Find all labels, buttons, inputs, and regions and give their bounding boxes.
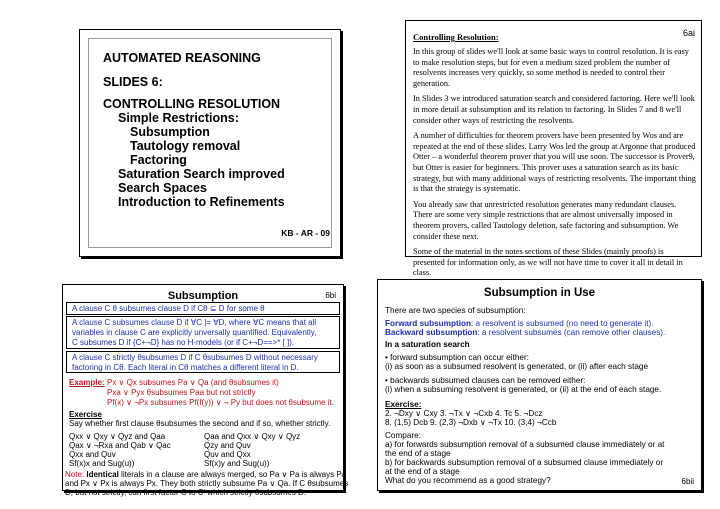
exercise-label: Exercise xyxy=(69,410,102,419)
intro-text: There are two species of subsumption: xyxy=(385,306,526,315)
example-label: Example: xyxy=(69,378,105,387)
subsumption-in-use-slide xyxy=(377,279,702,491)
notes-paragraph: You already saw that unrestricted resolution generates many redundant clauses. There are some very simple restrictions that are almost universally imposed in theorem provers, called Tautology deletion, safe factoring and subsumption. We consider these next. xyxy=(413,199,679,241)
course-title: AUTOMATED REASONING xyxy=(103,51,261,65)
exercise-pair: Qxx and Quv xyxy=(69,450,116,459)
bullet-line: (i) when a subsuming resolvent is generated, or (ii) at the end of each stage. xyxy=(385,385,662,394)
topic-item: Saturation Search improved xyxy=(118,167,285,181)
topic-item: Search Spaces xyxy=(118,181,207,195)
exercise-clauses: 2. ¬Dxy ∨ Cxy 3. ¬Tx ∨ ¬Cxb 4. Tc 5. ¬Dcz xyxy=(385,409,543,418)
title-slide xyxy=(79,29,341,257)
exercise-pair: Quv and Qxx xyxy=(204,450,251,459)
compare-line: the end of a stage xyxy=(385,449,451,458)
notes-paragraph: Some of the material in the notes sections of these Slides (mainly proofs) is presented for information only, as we will not have time to cover it all in detail in class. xyxy=(413,247,683,278)
forward-subsumption-line xyxy=(385,319,653,328)
backward-subsumption-label: Backward subsumption xyxy=(385,328,478,337)
note-line: and Px ∨ Px is always Px. They both strictly subsume Pa ∨ Qa. If C θsubsumes xyxy=(65,479,349,488)
example-line: Pf(x) ∨ ¬Px subsumes Pf(f(y)) ∨ ¬ Py but does not θsubsume it. xyxy=(107,398,334,407)
note-line xyxy=(65,470,346,479)
page-number: 6ai xyxy=(682,28,695,38)
compare-line: a) for forwards subsumption removal of a subsumed clause immediately or at xyxy=(385,440,665,449)
page-number: 6bi xyxy=(325,291,336,300)
bullet-line: • backwards subsumed clauses can be removed either: xyxy=(385,376,586,385)
topic-item: Simple Restrictions: xyxy=(118,111,239,125)
forward-subsumption-text: : a resolvent is subsumed (no need to generate it). xyxy=(470,319,654,328)
notes-paragraph: In this group of slides we'll look at some basic ways to control resolution. It is easy to make resolution steps, but for even a medium sized problem the number of resolvents increases very quickly, so some method is needed to control their generation. xyxy=(413,47,689,88)
topic-item: Tautology removal xyxy=(130,139,241,153)
note-line: D, but not strictly, can first factor C to C' which strictly θsubsumes D. xyxy=(65,488,307,497)
exercise-label: Exercise: xyxy=(385,400,422,409)
section-heading: In a saturation search xyxy=(385,340,470,349)
subsumes-definition: C subsumes D if {C+¬D} has no H-models (or if C+¬D==>* [ ]). xyxy=(72,338,295,347)
exercise-pair: Qax ∨ ¬Rxa and Qab ∨ Qac xyxy=(69,441,171,450)
example-line: Pxa ∨ Pyx θsubsumes Paa but not strictly xyxy=(107,388,256,397)
page-number: 6bii xyxy=(681,477,694,486)
slides-number: SLIDES 6: xyxy=(103,75,163,89)
exercise-pair: Qxx ∨ Qxy ∨ Qyz and Qaa xyxy=(69,432,166,441)
example-line: Px ∨ Qx subsumes Pa ∨ Qa (and θsubsumes it) xyxy=(107,378,279,387)
compare-line: at the end of a stage xyxy=(385,467,460,476)
slide-title: Subsumption xyxy=(167,290,239,302)
compare-label: Compare: xyxy=(385,431,421,440)
subsumption-slide xyxy=(62,284,349,497)
question-text: What do you recommend as a good strategy? xyxy=(385,476,551,485)
topic-item: Subsumption xyxy=(130,125,210,139)
bullet-line: (i) as soon as a subsumed resolvent is generated, or (ii) after each stage xyxy=(385,362,649,371)
notes-title: Controlling Resolution: xyxy=(413,32,499,42)
exercise-pair: Sf(x)y and Sug(u)) xyxy=(204,459,270,468)
footer-code: KB - AR - 09 xyxy=(281,228,330,238)
note-label: Note: xyxy=(65,470,85,479)
topic-item: Introduction to Refinements xyxy=(118,195,285,209)
exercise-pair: Sf(x)x and Sug(u)) xyxy=(69,459,135,468)
strict-subsumption-definition: A clause C strictly θsubsumes D if C θsubsumes D without necessary xyxy=(72,353,318,362)
section-title: CONTROLLING RESOLUTION xyxy=(103,97,281,111)
topic-item: Factoring xyxy=(130,153,187,167)
notes-body xyxy=(413,47,696,284)
subsumes-definition: A clause C subsumes clause D if ∀C |= ∀D, where ∀C means that all xyxy=(72,318,317,327)
bullet-line: • forward subsumption can occur either: xyxy=(385,353,529,362)
exercise-clauses: 8. (1,5) Dcb 9. (2,3) ¬Dxb ∨ ¬Tx 10. (3,4) ¬Ccb xyxy=(385,418,557,427)
notes-page xyxy=(405,20,702,278)
forward-subsumption-label: Forward subsumption xyxy=(385,319,471,328)
subsumes-definition: variables in clause C are explicitly unversally quantified. Equivalently, xyxy=(72,328,317,337)
notes-paragraph: In Slides 3 we introduced saturation search and considered factoring. Here we'll look in more detail at subsumption and its relation to factoring. In Slides 7 and 8 we'll consider other ways of restricting the resolvents. xyxy=(413,94,695,125)
exercise-text: Say whether first clause θsubsumes the second and if so, whether strictly. xyxy=(69,419,331,428)
notes-paragraph: A number of difficulties for theorem provers have been presented by Wos and are repeated at the end of these slides. Larry Wos led the group at Argonne that produced Otter – a wonderful theorem prover that you will use soon. The successor is Prover9, but Otter is easier for beginners. This prover uses a saturation search as its basic strategy, but with many additional ways of restricting resolvents. The important thing is that the strategy is systematic. xyxy=(413,131,696,194)
note-text: literals in a clause are always merged, so Pa ∨ Pa is always Pa xyxy=(118,470,347,479)
backward-subsumption-text: : a resolvent subsumes (can remove other clauses). xyxy=(477,328,666,337)
note-emphasis: Identical xyxy=(86,470,119,479)
exercise-pair: Qaa and Qxx ∨ Qxy ∨ Qyz xyxy=(204,432,301,441)
exercise-pair: Qzy and Quv xyxy=(204,441,251,450)
compare-line: b) for backwards subsumption removal of a subsumed clause immediately or xyxy=(385,458,664,467)
strict-subsumption-definition: factoring in Cθ. Each literal in Cθ matches a different literal in D. xyxy=(72,363,299,372)
theta-subsumes-definition: A clause C θ subsumes clause D if Cθ ⊆ D for some θ xyxy=(72,304,265,313)
backward-subsumption-line xyxy=(385,328,665,337)
slide-title: Subsumption in Use xyxy=(483,287,596,299)
